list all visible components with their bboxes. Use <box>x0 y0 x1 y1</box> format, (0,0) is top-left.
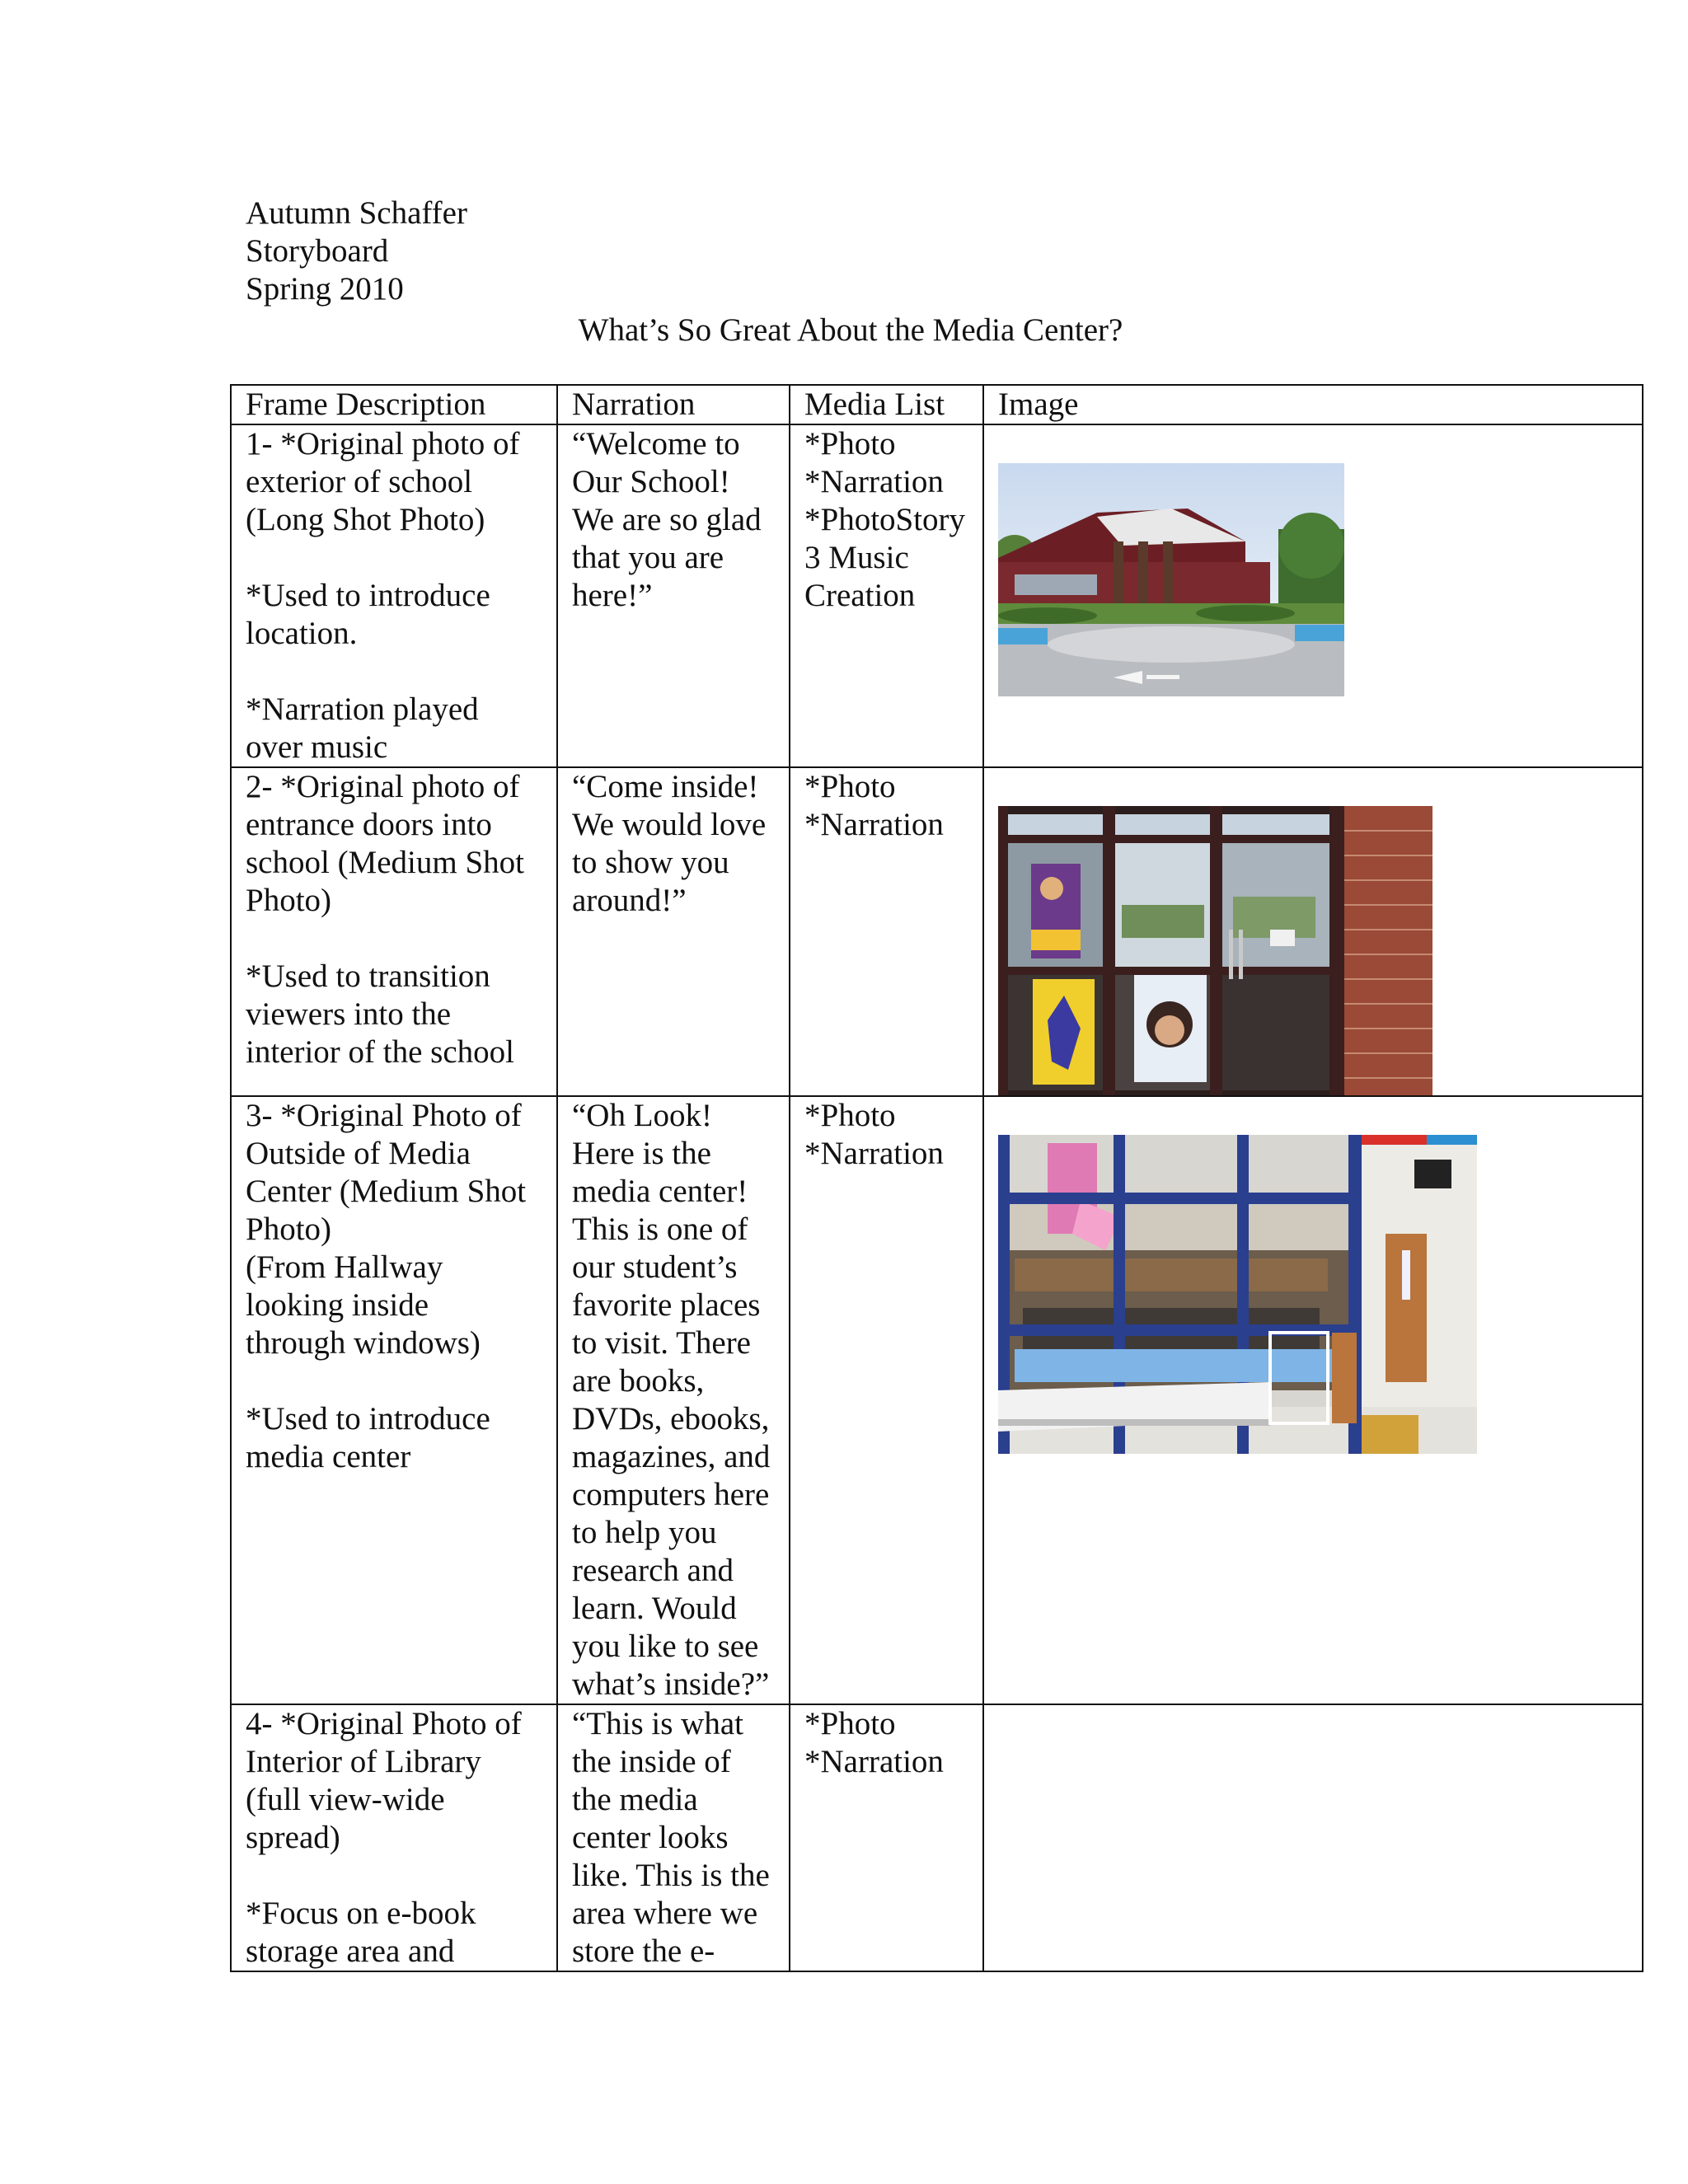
frame-description-cell <box>231 424 557 767</box>
document-title <box>0 312 1688 349</box>
media-lines <box>804 1705 982 1781</box>
table-row <box>231 1096 1643 1704</box>
cell-text-line: media center! <box>572 1174 748 1209</box>
narration-lines <box>572 768 789 920</box>
narration-cell <box>557 1704 790 1971</box>
frame-description-cell <box>231 767 557 1096</box>
cell-text-line: school (Medium Shot <box>246 845 524 880</box>
author-name: Autumn Schaffer <box>246 195 467 231</box>
cell-text-line: *Photo <box>804 769 896 804</box>
column-header-media-list: Media List <box>790 385 983 424</box>
table-row <box>231 1704 1643 1971</box>
table-row <box>231 424 1643 767</box>
cell-text-line: *Narration played <box>246 691 479 727</box>
cell-text-line: favorite places <box>572 1287 761 1323</box>
cell-text-line: *Photo <box>804 1098 896 1133</box>
cell-text-line <box>246 653 556 691</box>
cell-text-line: to show you <box>572 845 729 880</box>
cell-text-line: through windows) <box>246 1325 481 1361</box>
cell-text-line: *PhotoStory <box>804 502 966 537</box>
school-exterior-photo <box>998 463 1344 696</box>
narration-lines <box>572 1705 789 1971</box>
cell-text-line: what’s inside?” <box>572 1666 770 1702</box>
narration-lines <box>572 1097 789 1704</box>
narration-cell <box>557 767 790 1096</box>
column-header-image: Image <box>983 385 1643 424</box>
cell-text-line: “This is what <box>572 1706 743 1741</box>
image-cell <box>983 767 1643 1096</box>
cell-text-line: research and <box>572 1553 734 1588</box>
cell-text-line: 2- *Original photo of <box>246 769 520 804</box>
cell-text-line: entrance doors into <box>246 807 492 842</box>
cell-text-line <box>246 1362 556 1400</box>
cell-text-line: Interior of Library <box>246 1744 481 1779</box>
cell-text-line: Center (Medium Shot <box>246 1174 527 1209</box>
media-list-cell <box>790 1096 983 1704</box>
media-list-cell <box>790 424 983 767</box>
cell-text-line: exterior of school <box>246 464 473 499</box>
cell-text-line: *Narration <box>804 1136 944 1171</box>
cell-text-line: *Narration <box>804 1744 944 1779</box>
cell-text-line: DVDs, ebooks, <box>572 1401 770 1436</box>
cell-text-line: viewers into the <box>246 996 452 1032</box>
cell-text-line <box>246 920 556 958</box>
cell-text-line: (Long Shot Photo) <box>246 502 485 537</box>
cell-text-line: Creation <box>804 578 916 613</box>
column-header-frame-description: Frame Description <box>231 385 557 424</box>
cell-text-line: “Come inside! <box>572 769 759 804</box>
storyboard-table <box>230 384 1643 1972</box>
cell-text-line: interior of the school <box>246 1034 514 1070</box>
cell-text-line: our student’s <box>572 1249 738 1285</box>
cell-text-line: *Narration <box>804 807 944 842</box>
cell-text-line: around!” <box>572 883 687 918</box>
entrance-doors-photo <box>998 806 1432 1095</box>
document-term: Spring 2010 <box>246 271 404 307</box>
cell-text-line: location. <box>246 616 358 651</box>
frame-lines <box>246 1705 556 1971</box>
cell-text-line: spread) <box>246 1820 340 1855</box>
media-list-cell <box>790 767 983 1096</box>
media-lines <box>804 1097 982 1173</box>
cell-text-line: like. This is the <box>572 1858 770 1893</box>
cell-text-line: This is one of <box>572 1212 748 1247</box>
document-header <box>246 194 467 308</box>
cell-text-line: Our School! <box>572 464 730 499</box>
cell-text-line: storage area and <box>246 1933 455 1969</box>
cell-text-line: “Welcome to <box>572 426 740 462</box>
cell-text-line: are books, <box>572 1363 705 1399</box>
cell-text-line: Photo) <box>246 1212 332 1247</box>
frame-lines <box>246 768 556 1071</box>
cell-text-line: 1- *Original photo of <box>246 426 520 462</box>
cell-text-line: *Used to transition <box>246 958 490 994</box>
cell-text-line: *Photo <box>804 1706 896 1741</box>
cell-text-line: Photo) <box>246 883 332 918</box>
document-title-text: What’s So Great About the Media Center? <box>578 312 1123 348</box>
cell-text-line: We are so glad <box>572 502 762 537</box>
cell-text-line: area where we <box>572 1896 758 1931</box>
cell-text-line: the inside of <box>572 1744 731 1779</box>
cell-text-line: to visit. There <box>572 1325 751 1361</box>
cell-text-line: *Used to introduce <box>246 1401 490 1436</box>
cell-text-line: looking inside <box>246 1287 429 1323</box>
cell-text-line: “Oh Look! <box>572 1098 713 1133</box>
narration-cell <box>557 1096 790 1704</box>
frame-lines <box>246 1097 556 1476</box>
cell-text-line: We would love <box>572 807 767 842</box>
image-cell-empty <box>983 1704 1643 1971</box>
cell-text-line: the media <box>572 1782 698 1817</box>
cell-text-line: *Focus on e-book <box>246 1896 476 1931</box>
cell-text-line: center looks <box>572 1820 729 1855</box>
image-cell <box>983 1096 1643 1704</box>
table-header-row <box>231 385 1643 424</box>
media-lines <box>804 425 982 615</box>
cell-text-line: learn. Would <box>572 1591 737 1626</box>
media-list-cell <box>790 1704 983 1971</box>
cell-text-line: magazines, and <box>572 1439 771 1474</box>
cell-text-line: media center <box>246 1439 411 1474</box>
frame-description-cell <box>231 1704 557 1971</box>
cell-text-line <box>246 539 556 577</box>
cell-text-line: (full view-wide <box>246 1782 445 1817</box>
cell-text-line <box>246 1857 556 1895</box>
media-lines <box>804 768 982 844</box>
cell-text-line: (From Hallway <box>246 1249 443 1285</box>
cell-text-line: 3 Music <box>804 540 909 575</box>
cell-text-line: Outside of Media <box>246 1136 471 1171</box>
cell-text-line: to help you <box>572 1515 717 1550</box>
cell-text-line: 4- *Original Photo of <box>246 1706 522 1741</box>
cell-text-line: store the e- <box>572 1933 715 1969</box>
cell-text-line: you like to see <box>572 1629 759 1664</box>
cell-text-line: *Used to introduce <box>246 578 490 613</box>
narration-cell <box>557 424 790 767</box>
cell-text-line: here!” <box>572 578 653 613</box>
cell-text-line: 3- *Original Photo of <box>246 1098 522 1133</box>
cell-text-line: *Photo <box>804 426 896 462</box>
frame-lines <box>246 425 556 766</box>
image-cell <box>983 424 1643 767</box>
table-row <box>231 767 1643 1096</box>
media-center-windows-photo <box>998 1135 1477 1454</box>
cell-text-line: computers here <box>572 1477 770 1512</box>
cell-text-line: Here is the <box>572 1136 711 1171</box>
cell-text-line: *Narration <box>804 464 944 499</box>
document-type: Storyboard <box>246 233 389 269</box>
frame-description-cell <box>231 1096 557 1704</box>
cell-text-line: that you are <box>572 540 724 575</box>
column-header-narration: Narration <box>557 385 790 424</box>
narration-lines <box>572 425 789 615</box>
cell-text-line: over music <box>246 729 388 765</box>
